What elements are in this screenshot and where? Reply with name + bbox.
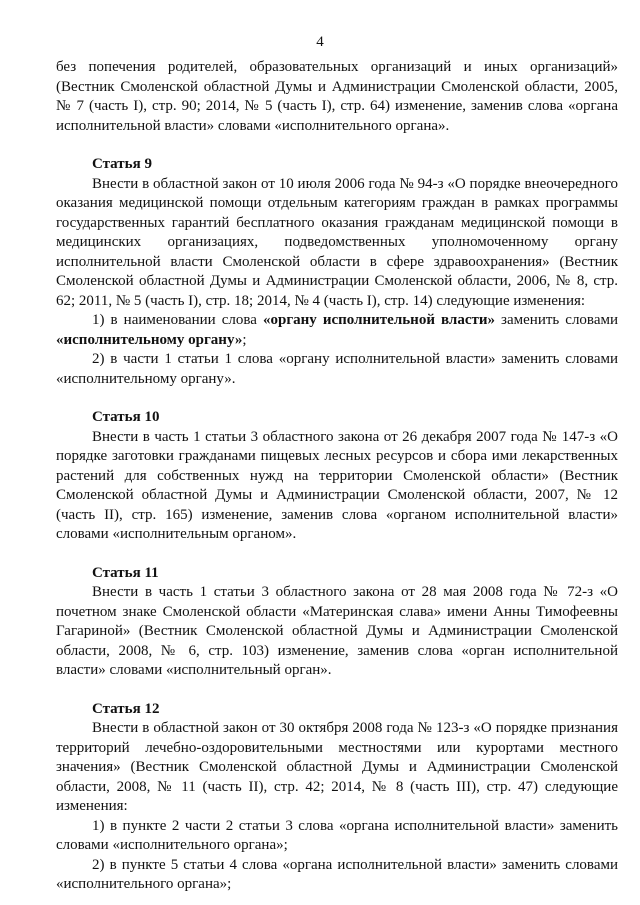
article-body: Внести в областной закон от 10 июля 2006 года № 94-з «О порядке внеочередного оказания медицинской помощи отдельным категориям граждан в рамках программы государственных гарантий бесплатного оказания гражданам медицинской помощи в медицинских организациях, подведомственных уполномоченному органу исполнительной власти Смоленской области в сфере здравоохранения» (Вестник Смоленской областной Думы и Администрации Смоленской области, 2006, № 8, стр. 62; 2011, № 5 (часть I), стр. 18; 2014, № 4 (часть I), стр. 14) следующие изменения: xyxy=(56,175,618,309)
list-item: 2) в пункте 5 статьи 4 слова «органа исполнительной власти» заменить словами «исполнительного органа»; xyxy=(56,856,618,892)
item-text: ; xyxy=(242,331,247,348)
item-text: заменить словами xyxy=(495,312,618,328)
article-title: Статья 11 xyxy=(92,564,159,581)
article-10 xyxy=(56,408,618,545)
article-title: Статья 10 xyxy=(92,409,160,425)
article-title: Статья 12 xyxy=(92,700,160,717)
list-item xyxy=(56,311,618,350)
article-11 xyxy=(56,564,618,681)
intro-paragraph: без попечения родителей, образовательных организаций и иных организаций» (Вестник Смоленской областной Думы и Администрации Смоленской области, 2005, № 7 (часть I), стр. 90; 2014, № 5 (часть I), стр. 64) изменение, заменив слова «органа исполнительной власти» словами «исполнительного органа». xyxy=(56,59,618,134)
article-12 xyxy=(56,700,618,895)
list-item: 2) в части 1 статьи 1 слова «органу исполнительной власти» заменить словами «исполнительному органу». xyxy=(56,351,618,387)
quoted-term: «исполнительному органу» xyxy=(56,331,243,348)
list-item: 1) в пункте 2 части 2 статьи 3 слова «органа исполнительной власти» заменить словами «исполнительного органа»; xyxy=(56,817,618,853)
item-text: 1) в наименовании слова xyxy=(92,312,263,328)
article-9 xyxy=(56,155,618,389)
article-body: Внести в часть 1 статьи 3 областного закона от 28 мая 2008 года № 72-з «О почетном знаке Смоленской области «Материнская слава» имени Анны Тимофеевны Гагариной» (Вестник Смоленской областной Думы и Администрации Смоленской области, 2008, № 6, стр. 103) изменение, заменив слова «орган исполнительной власти» словами «исполнительный орган». xyxy=(56,584,618,678)
article-body: Внести в областной закон от 30 октября 2008 года № 123-з «О порядке признания территорий лечебно-оздоровительными местностями или курортами местного значения» (Вестник Смоленской областной Думы и Администрации Смоленской области, 2008, № 11 (часть II), стр. 42; 2014, № 8 (часть III), стр. 47) следующие изменения: xyxy=(56,720,618,814)
page-number: 4 xyxy=(316,34,324,50)
article-title: Статья 9 xyxy=(92,156,152,172)
quoted-term: «органу исполнительной власти» xyxy=(263,312,495,328)
article-body: Внести в часть 1 статьи 3 областного закона от 26 декабря 2007 года № 147-з «О порядке заготовки гражданами пищевых лесных ресурсов и сбора ими лекарственных растений для собственных нужд на территории Смоленской области» (Вестник Смоленской областной Думы и Администрации Смоленской области, 2007, № 12 (часть II), стр. 165) изменение, заменив слова «органом исполнительной власти» словами «исполнительным органом». xyxy=(56,428,618,542)
document-body xyxy=(56,58,618,895)
